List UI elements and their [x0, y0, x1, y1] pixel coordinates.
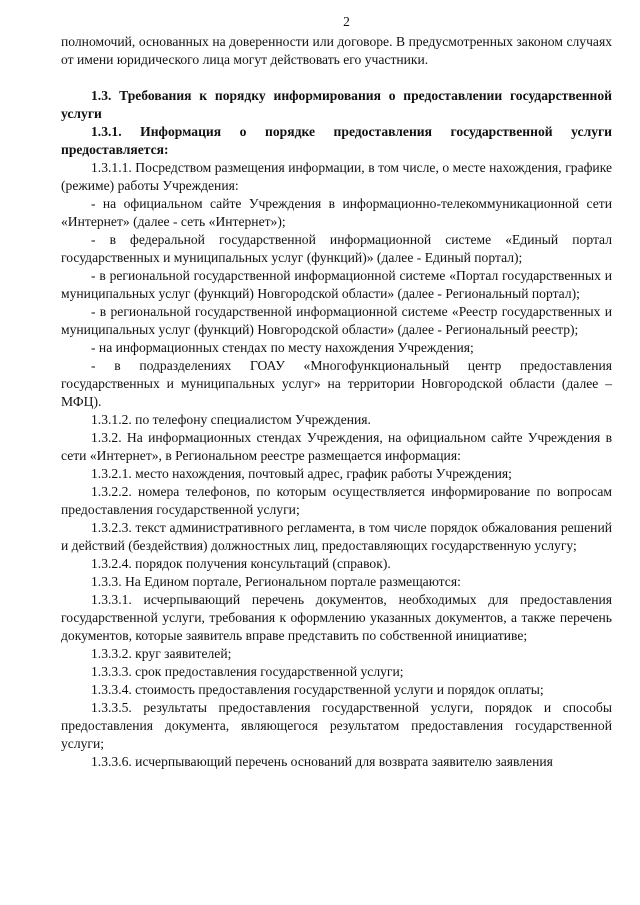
paragraph: 1.3.3.3. срок предоставления государственной услуги; [91, 664, 404, 679]
paragraph: - в подразделениях ГОАУ «Многофункциональный центр предоставления государственных и муниципальных услуг» на территории Новгородской области (далее – МФЦ). [61, 358, 612, 409]
paragraph: 1.3.2.4. порядок получения консультаций (справок). [91, 556, 391, 571]
paragraph: 1.3.2.3. текст административного регламента, в том числе порядок обжалования решений и действий (бездействия) должностных лиц, предоставляющих государственную услугу; [61, 520, 612, 553]
paragraph: 1.3.1.1. Посредством размещения информации, в том числе, о месте нахождения, графике (режиме) работы Учреждения: [61, 160, 612, 193]
paragraph: - в региональной государственной информационной системе «Реестр государственных и муниципальных услуг (функций) Новгородской области» (далее - Региональный реестр); [61, 304, 612, 337]
paragraph: 1.3.3.6. исчерпывающий перечень оснований для возврата заявителю заявления [91, 754, 553, 769]
paragraph: 1.3.2.1. место нахождения, почтовый адрес, график работы Учреждения; [91, 466, 512, 481]
section-heading: 1.3.1. Информация о порядке предоставления государственной услуги предоставляется: [61, 124, 612, 157]
paragraph: - в региональной государственной информационной системе «Портал государственных и муниципальных услуг (функций) Новгородской области» (далее - Региональный портал); [61, 268, 612, 301]
paragraph: 1.3.3.2. круг заявителей; [91, 646, 232, 661]
page-number: 2 [343, 14, 350, 29]
paragraph: 1.3.3.5. результаты предоставления государственной услуги, порядок и способы предоставления документа, являющегося результатом предоставления государственной услуги; [61, 700, 612, 751]
paragraph: - в федеральной государственной информационной системе «Единый портал государственных и муниципальных услуг (функций)» (далее - Единый портал); [61, 232, 612, 265]
paragraph: полномочий, основанных на доверенности или договоре. В предусмотренных законом случаях от имени юридического лица могут действовать его участники. [61, 34, 612, 67]
paragraph: 1.3.1.2. по телефону специалистом Учреждения. [91, 412, 371, 427]
document-body [61, 33, 612, 771]
paragraph: 1.3.3.4. стоимость предоставления государственной услуги и порядок оплаты; [91, 682, 544, 697]
paragraph: 1.3.2. На информационных стендах Учреждения, на официальном сайте Учреждения в сети «Интернет», в Региональном реестре размещается информация: [61, 430, 612, 463]
section-heading: 1.3. Требования к порядку информирования о предоставлении государственной услуги [61, 88, 612, 121]
paragraph: - на информационных стендах по месту нахождения Учреждения; [91, 340, 474, 355]
paragraph: 1.3.3. На Едином портале, Региональном портале размещаются: [91, 574, 461, 589]
paragraph: 1.3.2.2. номера телефонов, по которым осуществляется информирование по вопросам предоставления государственной услуги; [61, 484, 612, 517]
paragraph: 1.3.3.1. исчерпывающий перечень документов, необходимых для предоставления государственной услуги, требования к оформлению указанных документов, а также перечень документов, которые заявитель вправе представить по собственной инициативе; [61, 592, 612, 643]
paragraph: - на официальном сайте Учреждения в информационно-телекоммуникационной сети «Интернет» (далее - сеть «Интернет»); [61, 196, 612, 229]
